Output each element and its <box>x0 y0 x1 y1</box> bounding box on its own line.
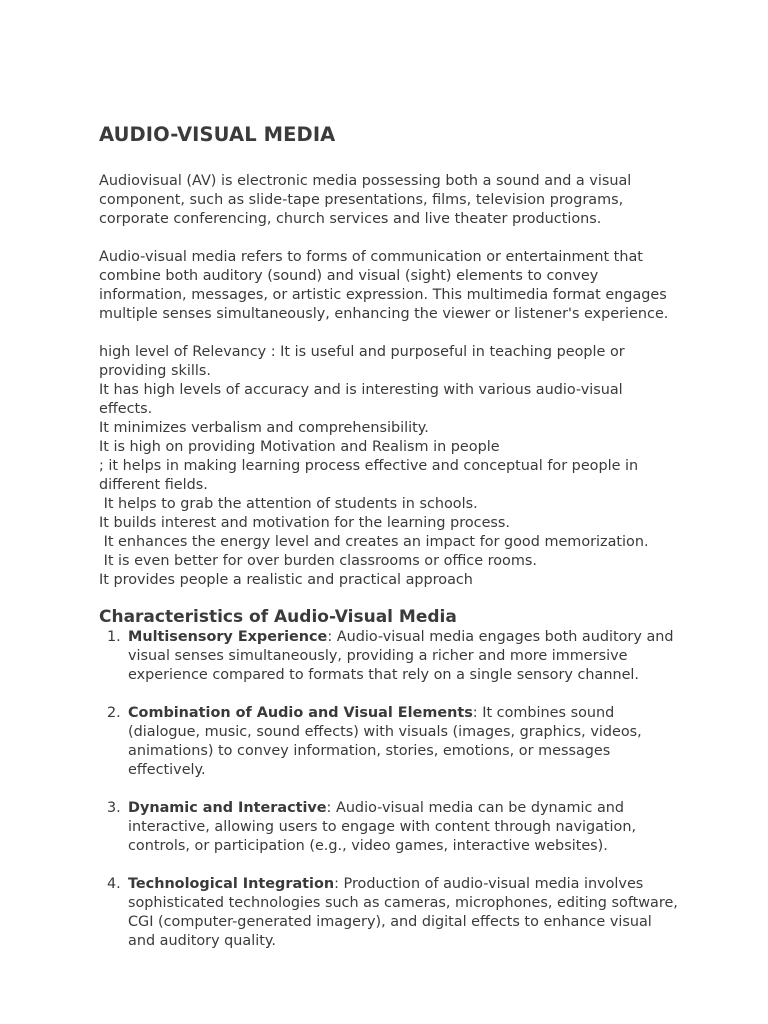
item-text: : Audio-visual media can be dynamic and interactive, allowing users to engage with content through navigation, controls, or participation (e.g., video games, interactive websites). <box>128 800 637 854</box>
item-text: : Audio-visual media engages both auditory and visual senses simultaneously, providing a richer and more immersive experience compared to formats that rely on a single sensory channel. <box>128 629 674 683</box>
characteristics-list <box>99 628 679 951</box>
page-title: AUDIO-VISUAL MEDIA <box>99 123 336 146</box>
benefit-line: It is high on providing Motivation and Realism in people <box>99 439 500 455</box>
item-term: Multisensory Experience <box>128 629 328 645</box>
intro-paragraph: Audiovisual (AV) is electronic media possessing both a sound and a visual component, such as slide-tape presentations, films, television programs, corporate conferencing, church services and live theater productions. <box>99 173 632 227</box>
item-term: Technological Integration <box>128 876 335 892</box>
item-term: Combination of Audio and Visual Elements <box>128 705 473 721</box>
list-item <box>99 875 679 951</box>
benefit-line: It is even better for over burden classrooms or office rooms. <box>99 553 537 569</box>
benefit-line: It helps to grab the attention of students in schools. <box>99 496 478 512</box>
item-number: 2. <box>107 705 121 721</box>
item-number: 3. <box>107 800 121 816</box>
intro-paragraph: Audio-visual media refers to forms of communication or entertainment that combine both auditory (sound) and visual (sight) elements to convey information, messages, or artistic expression. This multimedia format engages multiple senses simultaneously, enhancing the viewer or listener's experience. <box>99 249 669 322</box>
item-text: : It combines sound (dialogue, music, sound effects) with visuals (images, graphics, videos, animations) to convey information, stories, emotions, or messages effectively. <box>128 705 642 778</box>
document-page <box>99 118 679 970</box>
item-text: : Production of audio-visual media involves sophisticated technologies such as cameras, microphones, editing software, CGI (computer-generated imagery), and digital effects to enhance visual and auditory quality. <box>128 876 678 949</box>
benefit-line: It builds interest and motivation for the learning process. <box>99 515 510 531</box>
section-heading: Characteristics of Audio-Visual Media <box>99 607 457 627</box>
benefit-line: It minimizes verbalism and comprehensibility. <box>99 420 429 436</box>
list-item <box>99 799 679 856</box>
benefit-line: It has high levels of accuracy and is interesting with various audio-visual effects. <box>99 382 628 417</box>
item-number: 1. <box>107 629 121 645</box>
list-item <box>99 704 679 780</box>
benefit-line: high level of Relevancy : It is useful and purposeful in teaching people or providing skills. <box>99 344 630 379</box>
benefit-line: ; it helps in making learning process effective and conceptual for people in different fields. <box>99 458 643 493</box>
benefit-line: It provides people a realistic and practical approach <box>99 572 473 588</box>
benefits-block <box>99 343 679 590</box>
list-item <box>99 628 679 685</box>
item-term: Dynamic and Interactive <box>128 800 327 816</box>
benefit-line: It enhances the energy level and creates an impact for good memorization. <box>99 534 649 550</box>
item-number: 4. <box>107 876 121 892</box>
